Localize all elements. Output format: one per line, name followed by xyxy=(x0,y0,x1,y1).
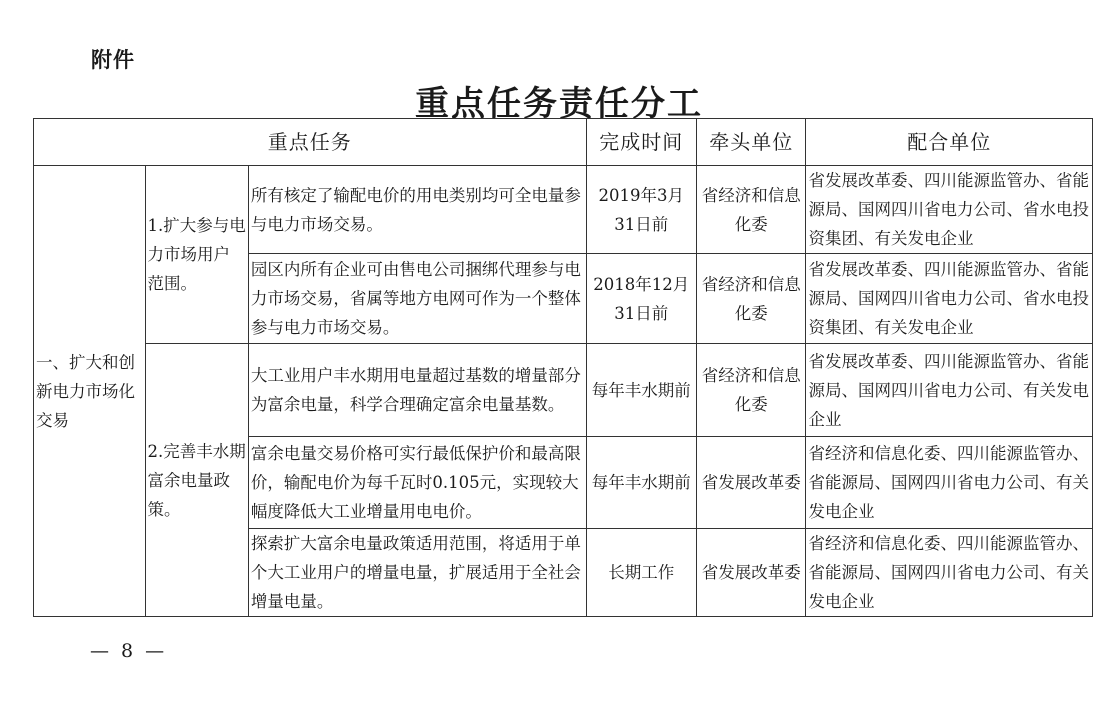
category-cell: 一、扩大和创新电力市场化交易 xyxy=(34,166,146,617)
document-title: 重点任务责任分工 xyxy=(415,84,703,124)
table-row xyxy=(34,166,1093,254)
header-deadline: 完成时间 xyxy=(586,119,697,166)
deadline-cell: 每年丰水期前 xyxy=(586,437,697,529)
cooperate-cell: 省发展改革委、四川能源监管办、省能源局、国网四川省电力公司、省水电投资集团、有关发电企业 xyxy=(806,166,1093,254)
deadline-cell: 2018年12月31日前 xyxy=(586,254,697,344)
deadline-cell: 长期工作 xyxy=(586,529,697,617)
task-cell: 园区内所有企业可由售电公司捆绑代理参与电力市场交易，省属等地方电网可作为一个整体参与电力市场交易。 xyxy=(248,254,586,344)
attachment-label: 附件 xyxy=(91,48,135,72)
header-task: 重点任务 xyxy=(34,119,587,166)
deadline-cell: 2019年3月31日前 xyxy=(586,166,697,254)
lead-cell: 省发展改革委 xyxy=(697,529,806,617)
cooperate-cell: 省经济和信息化委、四川能源监管办、省能源局、国网四川省电力公司、有关发电企业 xyxy=(806,437,1093,529)
lead-cell: 省发展改革委 xyxy=(697,437,806,529)
cooperate-cell: 省发展改革委、四川能源监管办、省能源局、国网四川省电力公司、省水电投资集团、有关发电企业 xyxy=(806,254,1093,344)
task-responsibility-table xyxy=(33,118,1093,617)
subtask-cell: 1.扩大参与电力市场用户范围。 xyxy=(145,166,248,344)
table-row xyxy=(34,344,1093,437)
task-cell: 所有核定了输配电价的用电类别均可全电量参与电力市场交易。 xyxy=(248,166,586,254)
task-cell: 富余电量交易价格可实行最低保护价和最高限价，输配电价为每千瓦时0.105元，实现较大幅度降低大工业增量用电电价。 xyxy=(248,437,586,529)
header-lead: 牵头单位 xyxy=(697,119,806,166)
table-header-row xyxy=(34,119,1093,166)
cooperate-cell: 省经济和信息化委、四川能源监管办、省能源局、国网四川省电力公司、有关发电企业 xyxy=(806,529,1093,617)
lead-cell: 省经济和信息化委 xyxy=(697,344,806,437)
header-cooperate: 配合单位 xyxy=(806,119,1093,166)
lead-cell: 省经济和信息化委 xyxy=(697,254,806,344)
task-cell: 探索扩大富余电量政策适用范围，将适用于单个大工业用户的增量电量，扩展适用于全社会增量电量。 xyxy=(248,529,586,617)
lead-cell: 省经济和信息化委 xyxy=(697,166,806,254)
task-cell: 大工业用户丰水期用电量超过基数的增量部分为富余电量，科学合理确定富余电量基数。 xyxy=(248,344,586,437)
subtask-cell: 2.完善丰水期富余电量政策。 xyxy=(145,344,248,617)
deadline-cell: 每年丰水期前 xyxy=(586,344,697,437)
page-number: — 8 — xyxy=(90,640,168,662)
cooperate-cell: 省发展改革委、四川能源监管办、省能源局、国网四川省电力公司、有关发电企业 xyxy=(806,344,1093,437)
